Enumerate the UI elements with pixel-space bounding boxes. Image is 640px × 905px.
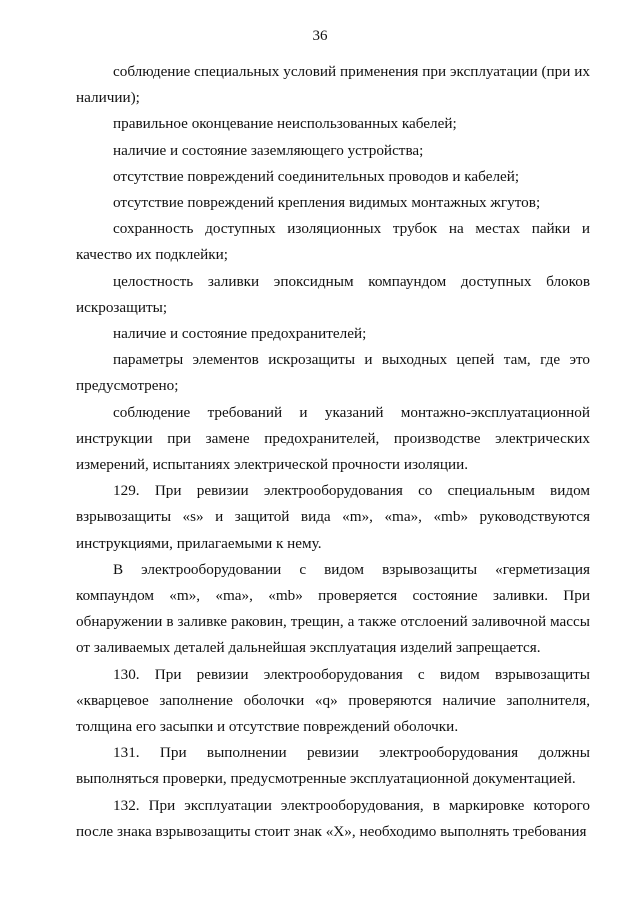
paragraph-fuses: наличие и состояние предохранителей;	[113, 325, 367, 343]
paragraph-grounding-device: наличие и состояние заземляющего устройства;	[113, 141, 424, 159]
paragraph-harness-fastening: отсутствие повреждений крепления видимых монтажных жгутов;	[113, 194, 541, 212]
paragraph-connection-wires: отсутствие повреждений соединительных проводов и кабелей;	[113, 167, 520, 185]
paragraph-installation-instructions: соблюдение требований и указаний монтажно-эксплуатационной инструкции при замене предохранителей, производстве электрических измерений, испытаниях электрической прочности изоляции.	[76, 403, 590, 474]
paragraph-132: 132. При эксплуатации электрооборудования, в маркировке которого после знака взрывозащиты стоит знак «X», необходимо выполнять требования	[76, 796, 590, 840]
paragraph-special-conditions: соблюдение специальных условий применения при эксплуатации (при их наличии);	[76, 63, 590, 107]
paragraph-epoxy-filling: целостность заливки эпоксидным компаундом доступных блоков искрозащиты;	[76, 272, 590, 316]
paragraph-compound-encapsulation: В электрооборудовании с видом взрывозащиты «герметизация компаундом «m», «ma», «mb» проверяется состояние заливки. При обнаружении в заливке раковин, трещин, а также отслоений заливочной массы от заливаемых деталей дальнейшая эксплуатация изделий запрещается.	[76, 560, 590, 657]
document-body	[76, 59, 590, 845]
paragraph-intrinsic-safety-params: параметры элементов искрозащиты и выходных цепей там, где это предусмотрено;	[76, 351, 590, 395]
page-number: 36	[312, 28, 328, 44]
paragraph-insulation-tubes: сохранность доступных изоляционных трубок на местах пайки и качество их подклейки;	[76, 220, 590, 264]
paragraph-cable-termination: правильное оконцевание неиспользованных кабелей;	[113, 115, 457, 133]
paragraph-130: 130. При ревизии электрооборудования с видом взрывозащиты «кварцевое заполнение оболочки «q» проверяются наличие заполнителя, толщина его засыпки и отсутствие повреждений оболочки.	[76, 665, 590, 736]
paragraph-129: 129. При ревизии электрооборудования со специальным видом взрывозащиты «s» и защитой вида «m», «ma», «mb» руководствуются инструкциями, прилагаемыми к нему.	[76, 482, 590, 552]
paragraph-131: 131. При выполнении ревизии электрооборудования должны выполняться проверки, предусмотренные эксплуатационной документацией.	[76, 744, 590, 788]
